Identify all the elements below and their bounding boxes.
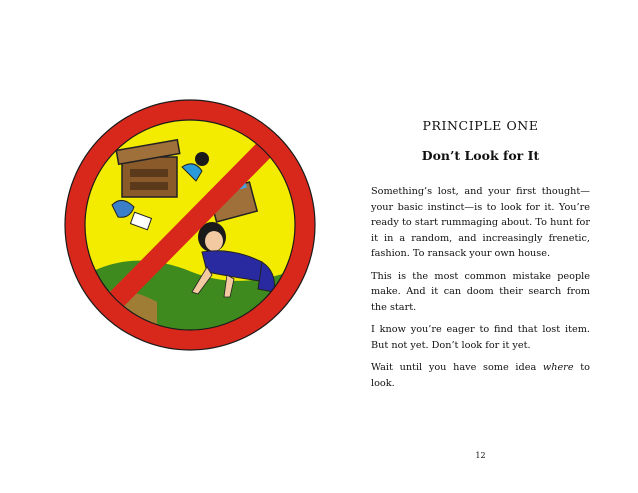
prohibition-illustration (62, 97, 318, 353)
page-number: 12 (475, 451, 486, 460)
chapter-title: Don’t Look for It (421, 148, 540, 163)
emphasized-word: where (542, 362, 574, 373)
paragraph-text-start: Wait until you have some idea (371, 362, 543, 373)
chapter-label: PRINCIPLE ONE (422, 118, 539, 133)
paragraph (371, 360, 590, 391)
paragraph: Something’s lost, and your first thought—your basic instinct—is to look for it. You’re ready to start rummaging about. To hunt for it in a random, and increasingly frenetic, fashion. To ransack your own house. (371, 186, 590, 259)
body-text (371, 184, 590, 398)
paragraph: I know you’re eager to find that lost item. But not yet. Don’t look for it yet. (371, 324, 590, 351)
paragraph: This is the most common mistake people make. And it can doom their search from the start. (371, 270, 590, 313)
lamp-icon (195, 152, 209, 166)
paragraph-text-end: to look. (371, 362, 590, 389)
open-chest-icon (116, 140, 179, 197)
